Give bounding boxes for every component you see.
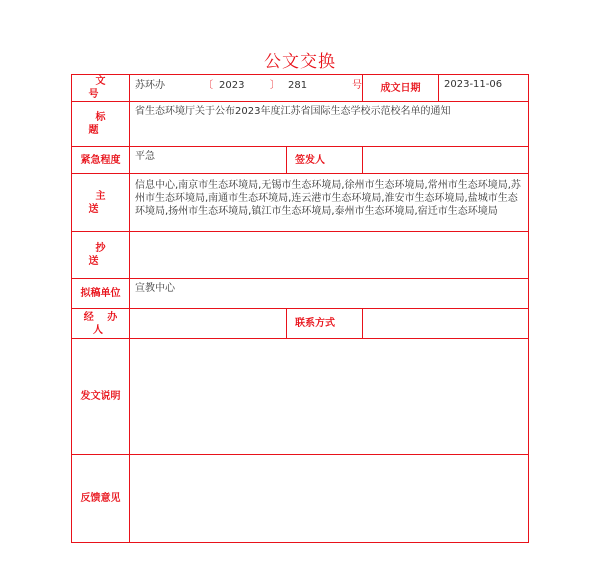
drafting-unit-value: 宣教中心: [130, 279, 529, 309]
form-title: 公文交换: [264, 52, 336, 72]
doc-number-year: 2023: [219, 80, 245, 91]
handler-label: 经 办 人: [72, 309, 130, 339]
doc-number-open-bracket: 〔: [203, 80, 213, 91]
urgency-value: 平急: [130, 147, 287, 174]
row-drafting-unit: [72, 279, 529, 309]
note-value: [130, 339, 529, 455]
row-main-recipients: [72, 174, 529, 232]
document-exchange-form: [71, 74, 529, 543]
date-cell: 2023-11-06: [439, 75, 529, 102]
row-subject: [72, 102, 529, 147]
signer-label: 签发人: [287, 147, 363, 174]
drafting-unit-label: 拟稿单位: [72, 279, 130, 309]
feedback-label: 反馈意见: [72, 455, 130, 543]
row-note: [72, 339, 529, 455]
contact-value: [363, 309, 529, 339]
doc-number-suffix: 号: [352, 80, 362, 91]
date-label: 成文日期: [363, 75, 439, 102]
doc-number-cell: [130, 75, 363, 102]
urgency-label: 紧急程度: [72, 147, 130, 174]
doc-number-close-bracket: 〕: [270, 80, 280, 91]
row-feedback: [72, 455, 529, 543]
row-urgency: [72, 147, 529, 174]
main-recipients-value: 信息中心,南京市生态环境局,无锡市生态环境局,徐州市生态环境局,常州市生态环境局,苏州市生态环境局,南通市生态环境局,连云港市生态环境局,淮安市生态环境局,盐城市生态环境局,扬州市生态环境局,镇江市生态环境局,泰州市生态环境局,宿迁市生态环境局: [130, 174, 529, 232]
cc-value: [130, 232, 529, 279]
doc-number-value: 281: [288, 80, 308, 91]
subject-value: 省生态环境厅关于公布2023年度江苏省国际生态学校示范校名单的通知: [130, 102, 529, 147]
contact-label: 联系方式: [287, 309, 363, 339]
note-label: 发文说明: [72, 339, 130, 455]
signer-value: [363, 147, 529, 174]
row-doc-number: [72, 75, 529, 102]
doc-number-prefix: 苏环办: [135, 80, 165, 91]
row-cc: [72, 232, 529, 279]
handler-value: [130, 309, 287, 339]
cc-label: 抄 送: [72, 232, 130, 279]
doc-number-label: 文 号: [72, 75, 130, 102]
row-handler: [72, 309, 529, 339]
main-recipients-label: 主 送: [72, 174, 130, 232]
subject-label: 标 题: [72, 102, 130, 147]
feedback-value: [130, 455, 529, 543]
